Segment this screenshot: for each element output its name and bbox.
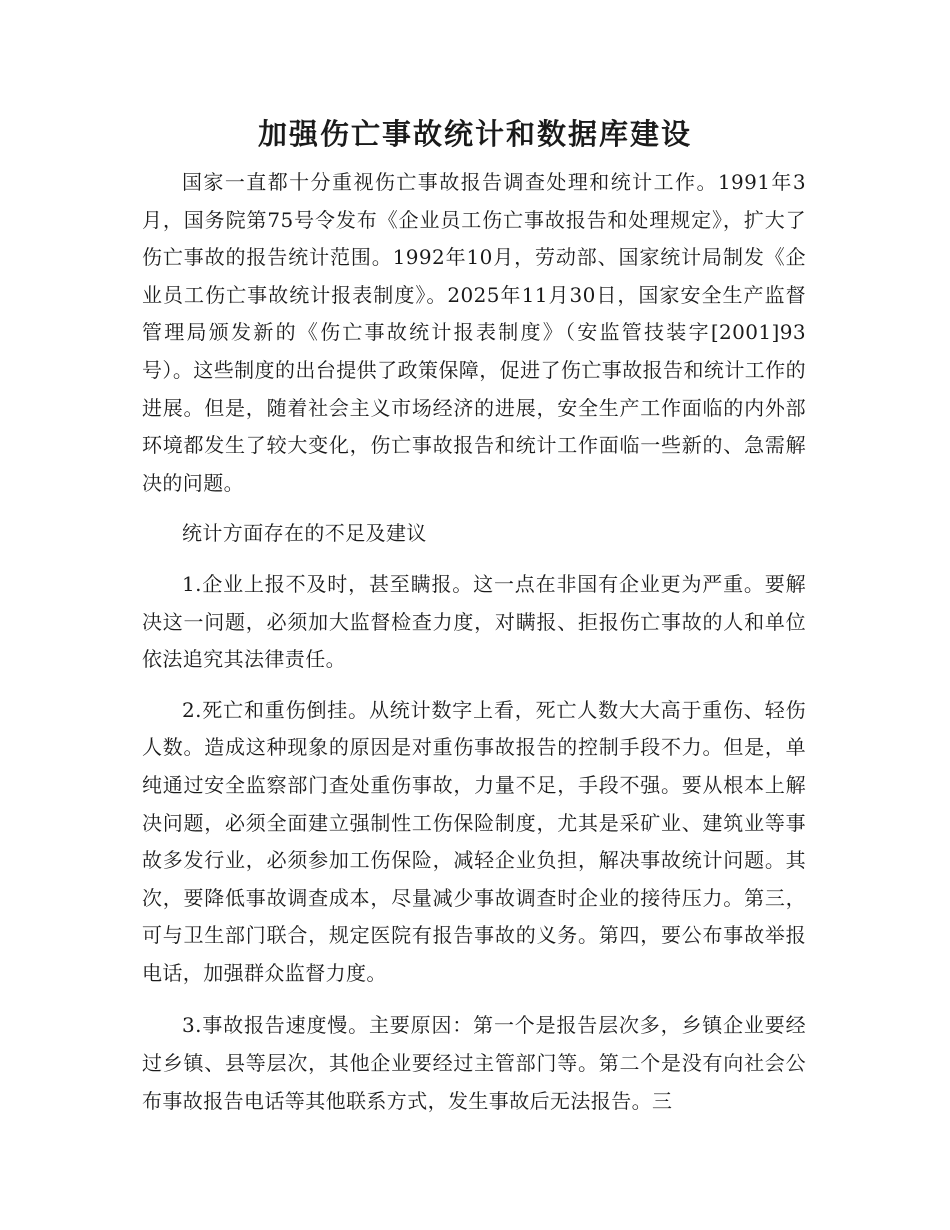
paragraph-item-3: 3.事故报告速度慢。主要原因：第一个是报告层次多，乡镇企业要经过乡镇、县等层次，其他企业要经过主管部门等。第二个是没有向社会公布事故报告电话等其他联系方式，发生事故后无法报告。三 [142, 1013, 806, 1113]
document-title: 加强伤亡事故统计和数据库建设 [257, 117, 692, 151]
section-heading: 统计方面存在的不足及建议 [182, 521, 427, 546]
paragraph-intro: 国家一直都十分重视伤亡事故报告调查处理和统计工作。1991年3月，国务院第75号令发布《企业员工伤亡事故报告和处理规定》，扩大了伤亡事故的报告统计范围。1992年10月，劳动部、国家统计局制发《企业员工伤亡事故统计报表制度》。2025年11月30日，国家安全生产监督管理局颁发新的《伤亡事故统计报表制度》（安监管技装字[2001]93号）。这些制度的出台提供了政策保障，促进了伤亡事故报告和统计工作的进展。但是，随着社会主义市场经济的进展，安全生产工作面临的内外部环境都发生了较大变化，伤亡事故报告和统计工作面临一些新的、急需解决的问题。 [142, 170, 806, 495]
paragraph-item-2: 2.死亡和重伤倒挂。从统计数字上看，死亡人数大大高于重伤、轻伤人数。造成这种现象的原因是对重伤事故报告的控制手段不力。但是，单纯通过安全监察部门查处重伤事故，力量不足，手段不强。要从根本上解决问题，必须全面建立强制性工伤保险制度，尤其是采矿业、建筑业等事故多发行业，必须参加工伤保险，减轻企业负担，解决事故统计问题。其次，要降低事故调查成本，尽量减少事故调查时企业的接待压力。第三，可与卫生部门联合，规定医院有报告事故的义务。第四，要公布事故举报电话，加强群众监督力度。 [142, 697, 806, 985]
document-body [142, 164, 806, 1120]
paragraph-item-1: 1.企业上报不及时，甚至瞒报。这一点在非国有企业更为严重。要解决这一问题，必须加大监督检查力度，对瞒报、拒报伤亡事故的人和单位依法追究其法律责任。 [142, 571, 806, 672]
